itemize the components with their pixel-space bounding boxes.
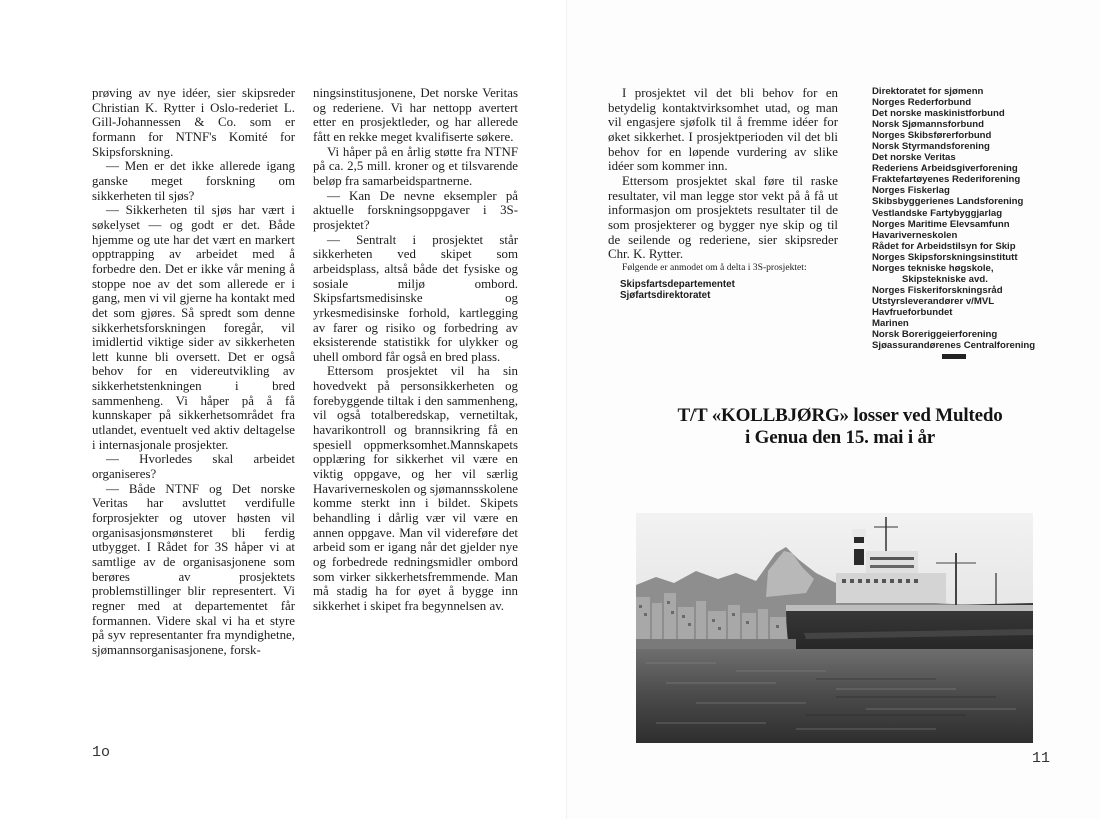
organization-list: [872, 86, 1052, 362]
paragraph: Vi håper på en årlig støtte fra NTNF på ca. 2,5 mill. kroner og et tilsvarende beløp fra samarbeidspartnerne.: [313, 144, 518, 188]
organization: Det norske Veritas: [872, 152, 956, 164]
left-column-1: [92, 86, 295, 658]
organization: Norges Skibsførerforbund: [872, 130, 992, 142]
organization: Vestlandske Fartybyggjarlag: [872, 207, 1003, 219]
organization: Norsk Sjømannsforbund: [872, 119, 984, 131]
paragraph: — Kan De nevne eksempler på aktuelle forskningsoppgaver i 3S-prosjektet?: [313, 188, 518, 232]
paragraph: ningsinstitusjonene, Det norske Veritas og rederiene. Vi har nettopp avertert etter en prosjektleder, og har allerede fått en rekke meget kvalifiserte søkere.: [313, 86, 518, 144]
organization: Fraktefartøyenes Rederiforening: [872, 174, 1021, 186]
organization: Rederiens Arbeidsgiverforening: [872, 163, 1018, 175]
harbor-ship-image: [636, 513, 1033, 743]
participants-note: Følgende er anmodet om å delta i 3S-prosjektet:: [622, 261, 807, 273]
page-number-left: 1o: [92, 744, 111, 761]
organization: Rådet for Arbeidstilsyn for Skip: [872, 240, 1016, 252]
paragraph: — Hvorledes skal arbeidet organiseres?: [92, 452, 295, 482]
left-column-2: [313, 86, 518, 614]
paragraph: — Sentralt i prosjektet står sikkerheten ved skipet som arbeidsplass, altså både det fysiske og sosiale miljø ombord. Skipsfartsmedisinske og yrkesmedisinske forhold, kartlegging av farer og risiko og forbedring av eksisterende statistikk for ulykker og uhell ombord får også en bred plass.: [313, 232, 518, 364]
participant: Skipsfartsdepartementet: [620, 278, 735, 290]
organization: Norsk Boreriggeierforening: [872, 329, 998, 341]
organization: Norges Maritime Elevsamfunn: [872, 218, 1010, 230]
organization: Norges Skipsforskningsinstitutt: [872, 251, 1018, 263]
paragraph: — Både NTNF og Det norske Veritas har avsluttet verdifulle forprosjekter og utover høsten vil organisasjonsmønsteret bli ferdig utbygget. I Rådet for 3S håper vi at samtlige av de organisasjonene som berøres av prosjektets problemstillinger blir representert. Vi regner med at departementet får formannen. Videre skal vi ha et styre på syv representanter fra myndighetne, sjømannsorganisasjonene, forsk-: [92, 481, 295, 657]
participants-list: [608, 279, 838, 301]
headline-line: T/T «KOLLBJØRG» losser ved Multedo: [677, 405, 1003, 426]
headline-line: i Genua den 15. mai i år: [745, 427, 935, 448]
organization: Direktoratet for sjømenn: [872, 86, 984, 97]
organization: Havariverneskolen: [872, 229, 958, 241]
tanker-photo: [636, 513, 1033, 743]
photo-headline: [640, 405, 1040, 449]
organization: Norsk Styrmandsforening: [872, 141, 990, 153]
organization: Norges Rederforbund: [872, 97, 972, 109]
participant: Sjøfartsdirektoratet: [620, 289, 711, 301]
end-of-article-mark: [942, 354, 966, 359]
organization: Norges tekniske høgskole,: [872, 262, 994, 274]
organization: Det norske maskinistforbund: [872, 108, 1005, 120]
organization: Marinen: [872, 317, 909, 329]
organization: Skibsbyggerienes Landsforening: [872, 196, 1024, 208]
paragraph: Ettersom prosjektet vil ha sin hovedvekt på personsikkerheten og forebyggende tiltak i den sammenheng, vil også totalberedskap, vernetiltak, havarikontroll og brannsikring få en spesiell oppmerksomhet.Mannskapets opplæring for sikkerhet vil være en viktig oppgave, og her vil særlig Havariverneskolen og sjømannsskolene komme sterkt inn i bildet. Skipets behandling i dårlig vær vil være en annen oppgave. Man vil videreføre det arbeid som er igang når det gjelder nye og forbedrede redningsmidler ombord som virker sikkerhetsfremmende. Man må stadig ha for øyet å bygge inn sikkerhet i skipet fra begynnelsen av.: [313, 364, 518, 613]
page-number-right: 11: [1032, 750, 1051, 767]
organization: Norges Fiskerlag: [872, 185, 950, 197]
organization: Skipstekniske avd.: [902, 273, 988, 285]
paragraph: Ettersom prosjektet skal føre til raske resultater, vil man legge stor vekt på å få ut informasjon om prosjektets resultater til de som prosjekterer og bygger nye skip og til de seilende og rederiene, sier skipsreder Chr. K. Rytter.: [608, 173, 838, 262]
paragraph: prøving av nye idéer, sier skipsreder Christian K. Rytter i Oslo-rederiet L. Gill-Johannessen & Co. som er formann for NTNF's Komité for Skipsforskning.: [92, 86, 295, 159]
organization: Sjøassurandørenes Centralforening: [872, 340, 1036, 352]
organization: Utstyrsleverandører v/MVL: [872, 295, 995, 307]
organization: Havfrueforbundet: [872, 306, 953, 318]
paragraph: — Sikkerheten til sjøs har vært i søkelyset — og godt er det. Både hjemme og ute har det vært en markert opptrapping av arbeidet med å forbedre den. Det er ikke vår mening å stoppe noe av det som allerede er i gang, men vi vil gjerne ha kontakt med det som gjøres. Så spredt som denne sikkerhetsforskningen foregår, vil imidlertid viktige sider av sikkerheten lett kunne bli oversett. Det er også behov for en videreutvikling av sikkerhetstenkningen i bred sammenheng. Vi håper på å få kunnskaper på sikkerhetsområdet fra utlandet, eventuelt ved aktiv deltagelse i internasjonale prosjekter.: [92, 203, 295, 452]
organization: Norges Fiskeriforskningsråd: [872, 284, 1003, 296]
paragraph: I prosjektet vil det bli behov for en betydelig kontaktvirksomhet utad, og man vil engasjere sjøfolk til å fremme idéer for øket sikkerhet. I prosjektperioden vil det bli behov for en løpende vurdering av slike idéer som kommer inn.: [608, 86, 838, 174]
right-column-1: [608, 86, 838, 301]
paragraph: — Men er det ikke allerede igang ganske meget forskning om sikkerheten til sjøs?: [92, 159, 295, 203]
